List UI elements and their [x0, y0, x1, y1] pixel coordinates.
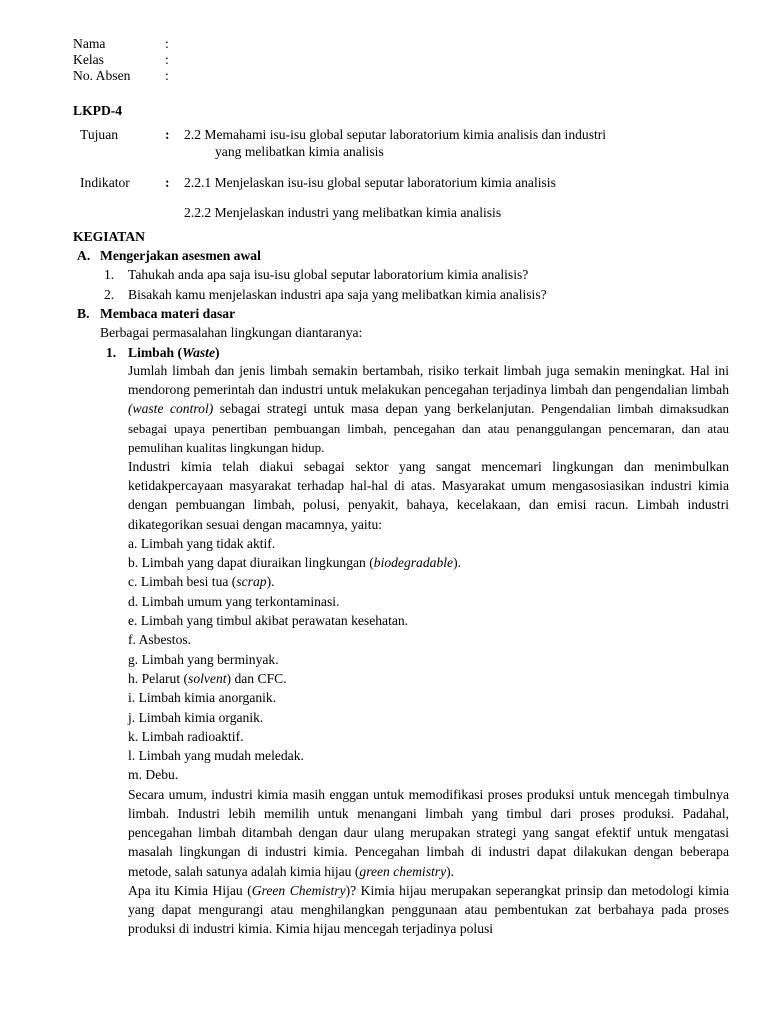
- question-2-text: Bisakah kamu menjelaskan industri apa saja yang melibatkan kimia analisis?: [128, 287, 547, 302]
- list-item: d. Limbah umum yang terkontaminasi.: [128, 593, 340, 609]
- tujuan-line-2: yang melibatkan kimia analisis: [215, 144, 384, 159]
- field-nama-label: Nama: [73, 36, 106, 51]
- topic-num: 1.: [106, 345, 117, 360]
- paragraph-kimia-hijau: Apa itu Kimia Hijau (Green Chemistry)? Kimia hijau merupakan seperangkat prinsip dan metodologi kimia yang dapat mengurangi atau menghilangkan penggunaan atau pembentukan zat berbahaya pada proses produksi di industri kimia. Kimia hijau mencegah terjadinya polusi: [128, 882, 729, 937]
- section-b-marker: B.: [77, 306, 90, 321]
- field-absen-sep: :: [165, 68, 169, 83]
- list-item: l. Limbah yang mudah meledak.: [128, 748, 304, 764]
- waste-category-list: [128, 534, 729, 785]
- section-a-marker: A.: [77, 248, 91, 263]
- list-item: f. Asbestos.: [128, 632, 192, 648]
- kegiatan-heading: KEGIATAN: [73, 229, 146, 244]
- list-item: g. Limbah yang berminyak.: [128, 651, 279, 667]
- field-kelas-sep: :: [165, 52, 169, 67]
- section-a-title: Mengerjakan asesmen awal: [100, 248, 261, 263]
- paragraph-waste-control: Jumlah limbah dan jenis limbah semakin bertambah, risiko terkait limbah juga semakin meningkat. Hal ini mendorong pemerintah dan industri untuk melakukan pencegahan terjadinya limbah dan pengendalian limbah (waste control) sebagai strategi untuk masa depan yang berkelanjutan. Pengendalian limbah dimaksudkan sebagai upaya penertiban pembuangan limbah, pencegahan dan atau penanggulangan pencemaran, dan atau pemulihan kualitas lingkungan hidup.: [128, 363, 729, 455]
- paragraph-industri-kimia: Industri kimia telah diakui sebagai sektor yang sangat mencemari lingkungan dan menimbulkan ketidakpercayaan masyarakat terhadap hal-hal di atas. Masyarakat umum mengasosiasikan industri kimia dengan pembuangan limbah, polusi, penyakit, bahaya, kecelakaan, dan emisi racun. Limbah industri dikategorikan sesuai dengan macamnya, yaitu:: [128, 459, 729, 532]
- tujuan-line-1: 2.2 Memahami isu-isu global seputar laboratorium kimia analisis dan industri: [184, 127, 607, 142]
- list-item: c. Limbah besi tua (scrap).: [128, 574, 275, 590]
- section-b-intro: Berbagai permasalahan lingkungan diantaranya:: [100, 325, 363, 340]
- field-kelas-label: Kelas: [73, 52, 104, 67]
- section-b-title: Membaca materi dasar: [100, 306, 236, 321]
- paragraph-pencegahan: Secara umum, industri kimia masih enggan untuk memodifikasi proses produksi untuk mencegah timbulnya limbah. Industri lebih memilih untuk menangani limbah yang timbul dari proses produksi. Padahal, pencegahan limbah ditambah dengan daur ulang merupakan strategi yang sangat efektif untuk mengatasi masalah lingkungan di industri kimia. Pencegahan limbah di industri dapat dilakukan dengan beberapa metode, salah satunya adalah kimia hijau (green chemistry).: [128, 786, 729, 879]
- question-1-text: Tahukah anda apa saja isu-isu global seputar laboratorium kimia analisis?: [128, 267, 529, 282]
- indikator-item-1: 2.2.1 Menjelaskan isu-isu global seputar laboratorium kimia analisis: [184, 175, 556, 190]
- topic-title: Limbah (Waste): [128, 345, 220, 360]
- question-2-num: 2.: [104, 287, 115, 302]
- indikator-label: Indikator: [80, 175, 130, 190]
- tujuan-sep: :: [165, 127, 170, 142]
- indikator-sep: :: [165, 175, 170, 190]
- list-item: e. Limbah yang timbul akibat perawatan kesehatan.: [128, 613, 409, 629]
- list-item: m. Debu.: [128, 767, 179, 783]
- list-item: j. Limbah kimia organik.: [128, 709, 264, 725]
- indikator-item-2: 2.2.2 Menjelaskan industri yang melibatkan kimia analisis: [184, 205, 502, 220]
- tujuan-label: Tujuan: [80, 127, 119, 142]
- page-title: LKPD-4: [73, 103, 123, 118]
- list-item: b. Limbah yang dapat diuraikan lingkungan (biodegradable).: [128, 555, 461, 571]
- list-item: h. Pelarut (solvent) dan CFC.: [128, 670, 287, 686]
- field-absen-label: No. Absen: [73, 68, 131, 83]
- list-item: a. Limbah yang tidak aktif.: [128, 535, 276, 551]
- question-1-num: 1.: [104, 267, 115, 282]
- body-text: [128, 361, 729, 938]
- list-item: k. Limbah radioaktif.: [128, 728, 244, 744]
- list-item: i. Limbah kimia anorganik.: [128, 690, 277, 706]
- field-nama-sep: :: [165, 36, 169, 51]
